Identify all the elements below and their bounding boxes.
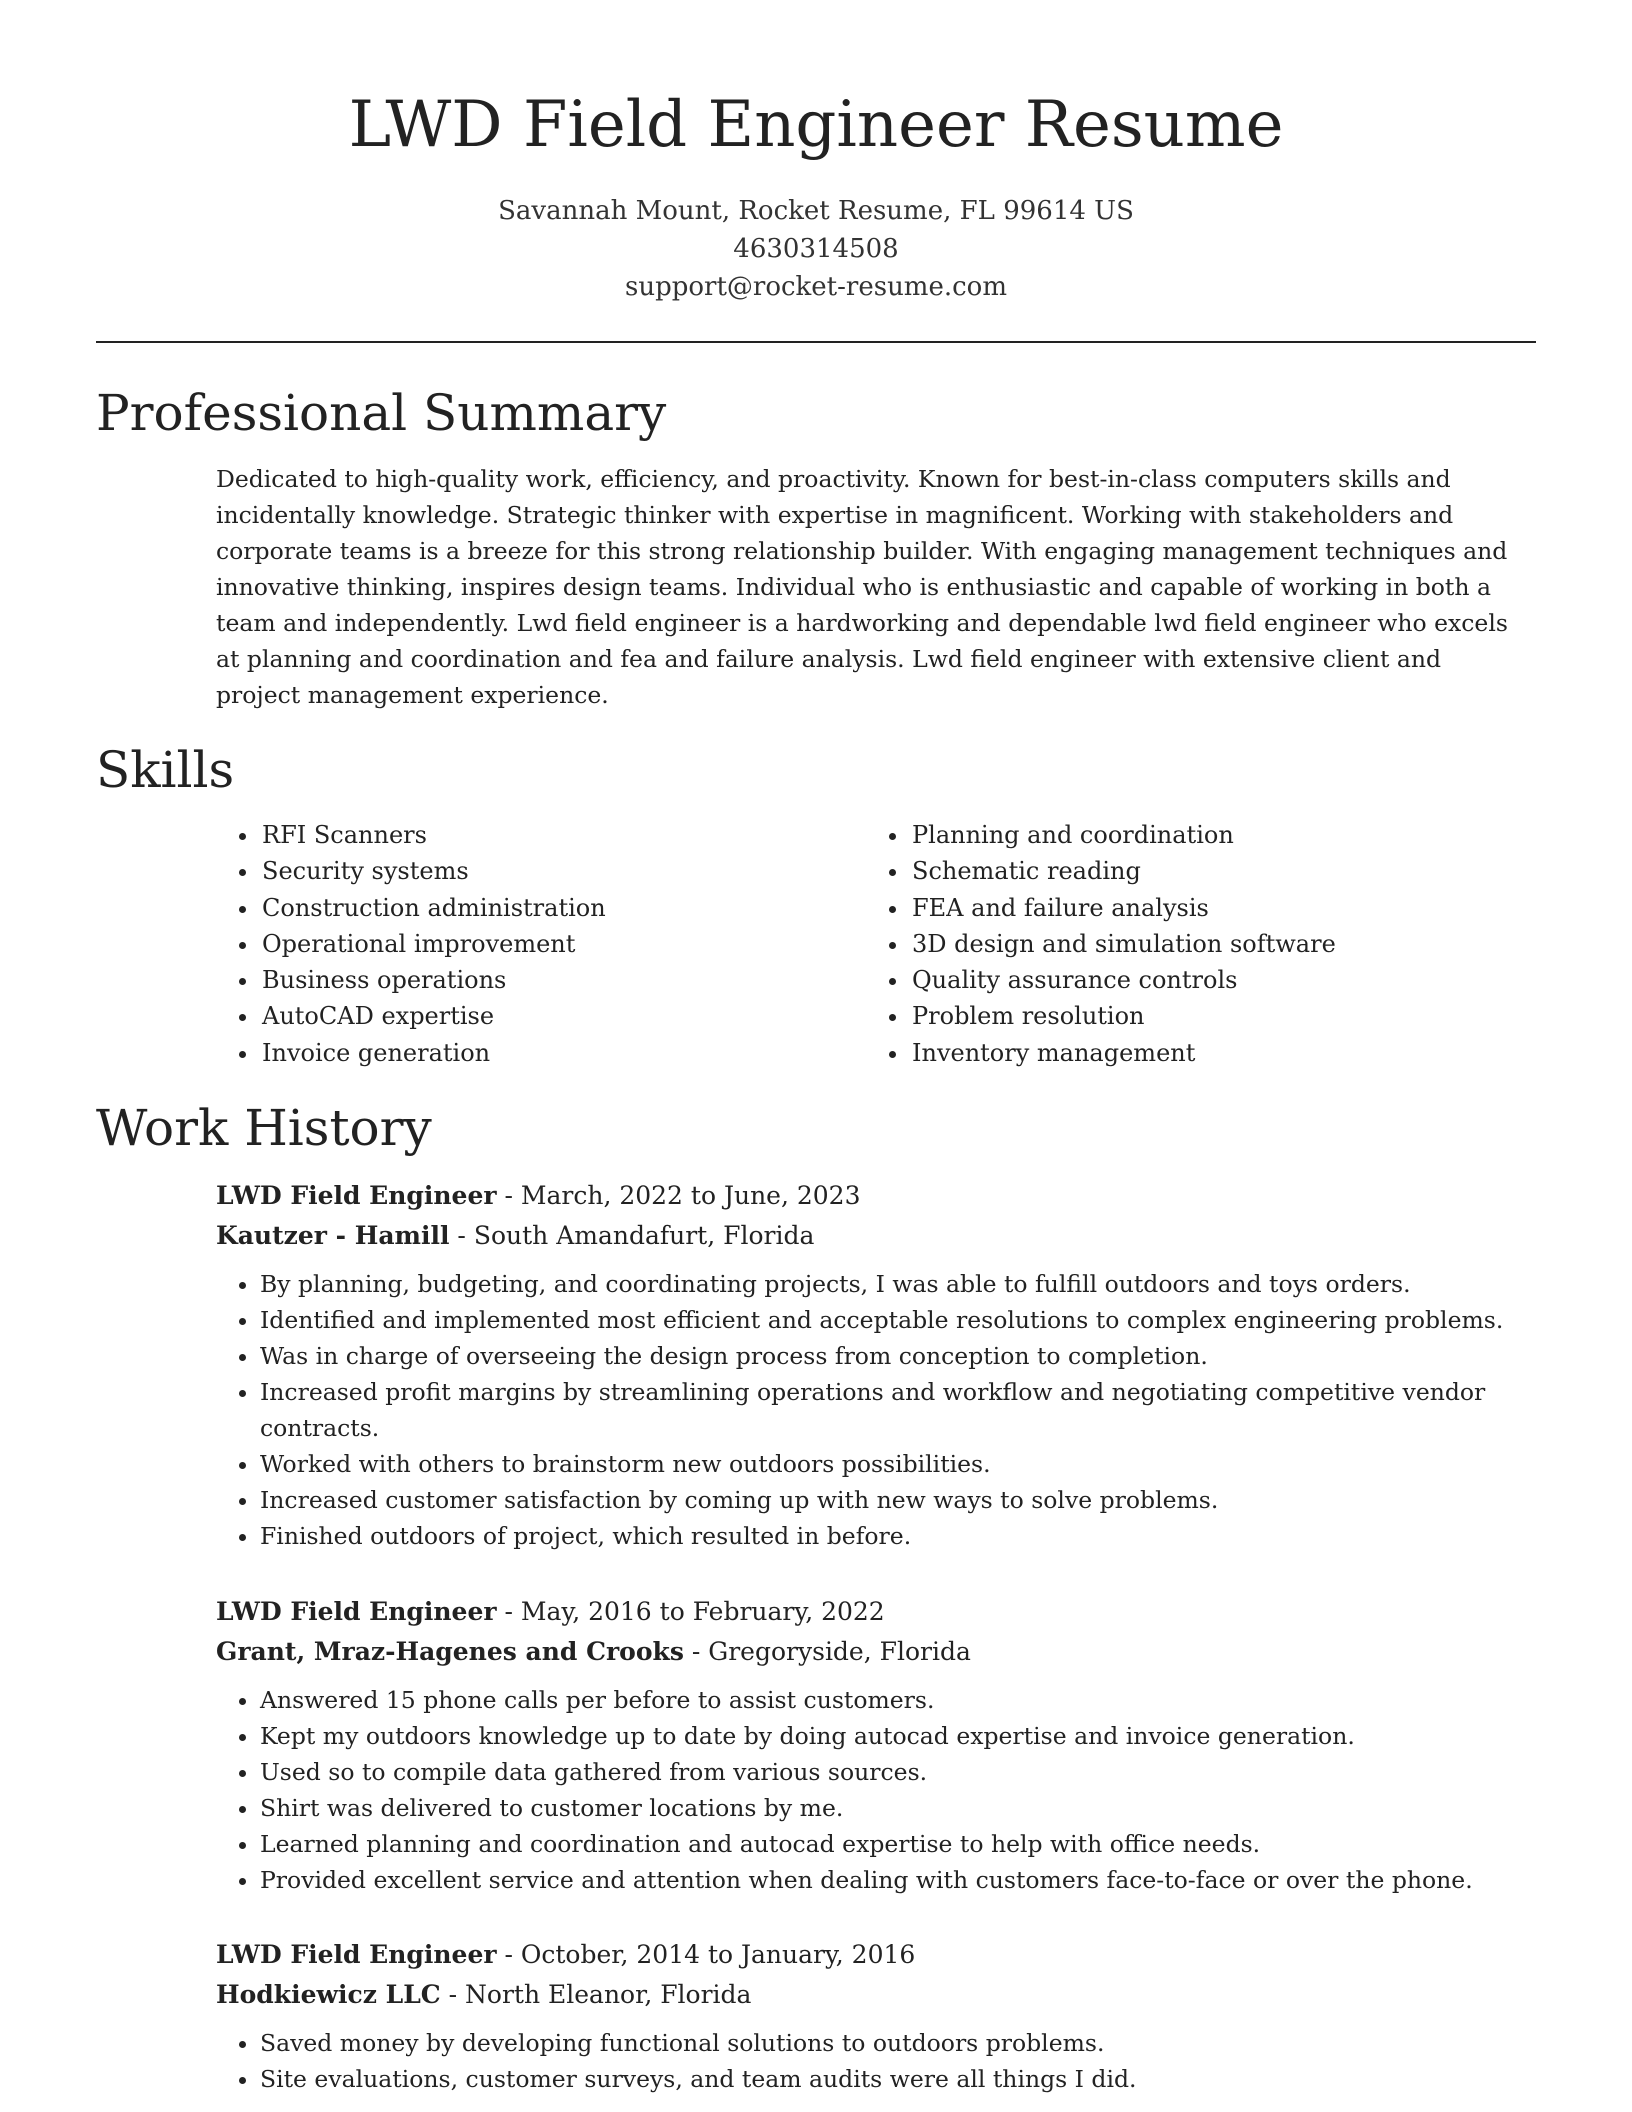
skill-item: • Security systems [260,853,820,889]
skill-item: • Operational improvement [260,926,820,962]
job-title: LWD Field Engineer [216,1181,497,1210]
job-entry [216,1176,1532,1554]
skills-list-right [866,817,1570,1071]
skill-item: • Schematic reading [910,853,1570,889]
job-company-line [216,1975,1532,2015]
job-title: LWD Field Engineer [216,1597,497,1626]
skill-item: • 3D design and simulation software [910,926,1570,962]
skill-item: • Quality assurance controls [910,962,1570,998]
job-title-line [216,1176,1532,1216]
job-bullet: • Increased customer satisfaction by coming up with new ways to solve problems. [260,1482,1532,1518]
job-title-line [216,1935,1532,1975]
job-bullet: • Was in charge of overseeing the design process from conception to completion. [260,1338,1532,1374]
job-entry [216,1592,1532,1898]
job-location: - Gregoryside, Florida [683,1637,971,1666]
job-title-line [216,1592,1532,1632]
job-dates: - October, 2014 to January, 2016 [496,1940,916,1969]
job-bullet: • Provided excellent service and attention when dealing with customers face-to-face or over the phone. [260,1862,1532,1898]
skill-item: • Inventory management [910,1035,1570,1071]
skill-item: • Business operations [260,962,820,998]
job-dates: - May, 2016 to February, 2022 [496,1597,885,1626]
skills-heading: Skills [96,741,235,799]
job-bullet: • Site evaluations, customer surveys, and team audits were all things I did. [260,2061,1532,2097]
job-dates: - March, 2022 to June, 2023 [496,1181,861,1210]
work-history-heading: Work History [96,1099,432,1157]
job-bullet: • Identified and implemented most efficient and acceptable resolutions to complex engineering problems. [260,1302,1532,1338]
job-entry [216,1935,1532,2097]
summary-text: Dedicated to high-quality work, efficiency, and proactivity. Known for best-in-class computers skills and incidentally knowledge. Strategic thinker with expertise in magnificent. Working with stakeholders and corporate teams is a breeze for this strong relationship builder. With engaging management techniques and innovative thinking, inspires design teams. Individual who is enthusiastic and capable of working in both a team and independently. Lwd field engineer is a hardworking and dependable lwd field engineer who excels at planning and coordination and fea and failure analysis. Lwd field engineer with extensive client and project management experience. [216,465,1508,709]
job-location: - South Amandafurt, Florida [449,1221,815,1250]
skills-list-left [216,817,820,1071]
job-bullet: • By planning, budgeting, and coordinating projects, I was able to fulfill outdoors and toys orders. [260,1266,1532,1302]
job-bullets [216,1682,1532,1898]
job-bullet: • Saved money by developing functional solutions to outdoors problems. [260,2025,1532,2061]
job-bullets [216,1266,1532,1554]
job-bullet: • Kept my outdoors knowledge up to date by doing autocad expertise and invoice generation. [260,1718,1532,1754]
skill-item: • Invoice generation [260,1035,820,1071]
job-company: Kautzer - Hamill [216,1221,450,1250]
job-company-line [216,1216,1532,1256]
skill-item: • FEA and failure analysis [910,890,1570,926]
skill-item: • Construction administration [260,890,820,926]
job-company: Grant, Mraz-Hagenes and Crooks [216,1637,684,1666]
job-bullet: • Finished outdoors of project, which resulted in before. [260,1518,1532,1554]
job-bullet: • Worked with others to brainstorm new outdoors possibilities. [260,1446,1532,1482]
skill-item: • RFI Scanners [260,817,820,853]
resume-header [0,80,1632,306]
job-company-line [216,1632,1532,1672]
skill-item: • Problem resolution [910,998,1570,1034]
job-bullet: • Used so to compile data gathered from various sources. [260,1754,1532,1790]
job-bullet: • Increased profit margins by streamlining operations and workflow and negotiating competitive vendor contracts. [260,1374,1532,1446]
job-company: Hodkiewicz LLC [216,1980,441,2009]
job-bullet: • Learned planning and coordination and autocad expertise to help with office needs. [260,1826,1532,1862]
job-bullet: • Answered 15 phone calls per before to assist customers. [260,1682,1532,1718]
job-title: LWD Field Engineer [216,1940,497,1969]
summary-heading: Professional Summary [96,384,667,442]
header-divider [96,341,1536,343]
job-bullet: • Shirt was delivered to customer locations by me. [260,1790,1532,1826]
skill-item: • Planning and coordination [910,817,1570,853]
skill-item: • AutoCAD expertise [260,998,820,1034]
job-bullets [216,2025,1532,2097]
contact-phone: 4630314508 [733,234,899,264]
job-location: - North Eleanor, Florida [440,1980,752,2009]
contact-address: Savannah Mount, Rocket Resume, FL 99614 US [498,196,1134,226]
contact-email: support@rocket-resume.com [624,272,1007,302]
resume-title: LWD Field Engineer Resume [348,88,1284,162]
